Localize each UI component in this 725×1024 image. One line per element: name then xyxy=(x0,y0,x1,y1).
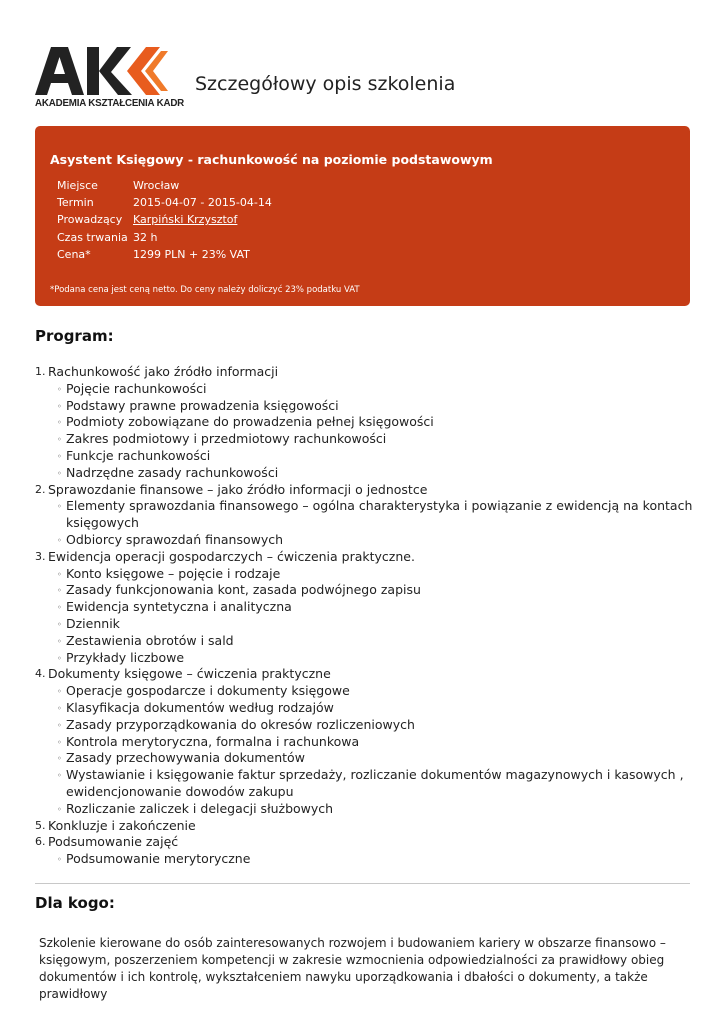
sub-item-text: Przykłady liczbowe xyxy=(66,649,185,665)
item-text: Dokumenty księgowe – ćwiczenia praktyczne xyxy=(48,666,331,682)
circle-bullet-icon: ◦ xyxy=(57,804,62,814)
sub-item xyxy=(57,498,695,532)
item-number: 4. xyxy=(35,667,46,681)
detail-value: Wrocław xyxy=(133,179,180,192)
sub-item-text: Zasady przyporządkowania do okresów rozliczeniowych xyxy=(66,716,415,732)
sub-item-text: Zestawienia obrotów i sald xyxy=(66,632,234,648)
circle-bullet-icon: ◦ xyxy=(57,619,62,629)
item-text: Podsumowanie zajęć xyxy=(48,834,179,850)
sub-item xyxy=(57,717,695,734)
sub-item xyxy=(57,448,695,465)
sub-item xyxy=(57,801,695,818)
sub-item-text: Nadrzędne zasady rachunkowości xyxy=(66,464,279,480)
detail-label: Prowadzący xyxy=(57,213,123,227)
sub-item-text: Klasyfikacja dokumentów według rodzajów xyxy=(66,699,334,715)
circle-bullet-icon: ◦ xyxy=(57,451,62,461)
circle-bullet-icon: ◦ xyxy=(57,401,62,411)
detail-label: Cena* xyxy=(57,247,91,261)
circle-bullet-icon: ◦ xyxy=(57,569,62,579)
circle-bullet-icon: ◦ xyxy=(57,855,62,865)
sub-item xyxy=(57,398,695,415)
sub-item xyxy=(57,414,695,431)
circle-bullet-icon: ◦ xyxy=(57,586,62,596)
sub-item-text: Rozliczanie zaliczek i delegacji służbowych xyxy=(66,800,334,816)
section-divider xyxy=(35,883,690,884)
akk-logo-mark xyxy=(35,45,175,97)
sub-list xyxy=(48,851,695,868)
item-number: 2. xyxy=(35,482,46,496)
sub-item xyxy=(57,431,695,448)
sub-item xyxy=(57,650,695,667)
program-list xyxy=(35,364,695,868)
program-item xyxy=(35,482,695,549)
sub-list xyxy=(48,566,695,667)
sub-item-text: Funkcje rachunkowości xyxy=(66,447,211,463)
sub-item-text: Pojęcie rachunkowości xyxy=(66,380,207,396)
sub-item-text: Dziennik xyxy=(66,615,120,631)
sub-item xyxy=(57,566,695,583)
sub-item xyxy=(57,633,695,650)
item-text: Rachunkowość jako źródło informacji xyxy=(48,364,279,379)
circle-bullet-icon: ◦ xyxy=(57,535,62,545)
logo-caption: AKADEMIA KSZTAŁCENIA KADR xyxy=(35,97,185,109)
sub-list xyxy=(48,381,695,482)
detail-row-date xyxy=(57,196,272,213)
circle-bullet-icon: ◦ xyxy=(57,771,62,781)
sub-item-text: Operacje gospodarcze i dokumenty księgowe xyxy=(66,683,350,699)
sub-item xyxy=(57,734,695,751)
sub-item-text: Podsumowanie merytoryczne xyxy=(66,851,251,867)
circle-bullet-icon: ◦ xyxy=(57,502,62,512)
sub-item xyxy=(57,465,695,482)
detail-label: Termin xyxy=(57,196,94,210)
sub-item xyxy=(57,616,695,633)
circle-bullet-icon: ◦ xyxy=(57,636,62,646)
detail-value: 32 h xyxy=(133,230,158,244)
sub-list xyxy=(48,683,695,817)
course-title: Asystent Księgowy - rachunkowość na poziomie podstawowym xyxy=(50,152,493,167)
program-item xyxy=(35,834,695,868)
circle-bullet-icon: ◦ xyxy=(57,653,62,663)
item-text: Sprawozdanie finansowe – jako źródło informacji o jednostce xyxy=(48,481,428,497)
item-number: 6. xyxy=(35,835,46,849)
detail-row-duration xyxy=(57,231,272,248)
circle-bullet-icon: ◦ xyxy=(57,468,62,478)
sub-item-text: Podstawy prawne prowadzenia księgowości xyxy=(66,397,339,413)
sub-item xyxy=(57,683,695,700)
item-number: 5. xyxy=(35,818,46,832)
sub-item-text: Elementy sprawozdania finansowego – ogólna charakterystyka i powiązanie z ewidencją na kontach księgowych xyxy=(66,498,693,531)
sub-item xyxy=(57,532,695,549)
sub-item-text: Podmioty zobowiązane do prowadzenia pełnej księgowości xyxy=(66,414,434,430)
sub-item xyxy=(57,767,695,801)
program-item xyxy=(35,818,695,835)
sub-list xyxy=(48,498,695,548)
circle-bullet-icon: ◦ xyxy=(57,720,62,730)
item-text: Ewidencja operacji gospodarczych – ćwiczenia praktyczne. xyxy=(48,548,415,564)
trainer-link[interactable]: Karpiński Krzysztof xyxy=(133,213,238,227)
circle-bullet-icon: ◦ xyxy=(57,418,62,428)
sub-item xyxy=(57,851,695,868)
sub-item xyxy=(57,700,695,717)
header xyxy=(35,45,695,115)
sub-item-text: Ewidencja syntetyczna i analityczna xyxy=(66,599,292,615)
sub-item-text: Wystawianie i księgowanie faktur sprzedaży, rozliczanie dokumentów magazynowych i kasowych , ewidencjonowanie dowodów zakupu xyxy=(66,767,684,799)
detail-value: 2015-04-07 - 2015-04-14 xyxy=(133,196,272,210)
sub-item-text: Odbiorcy sprawozdań finansowych xyxy=(66,531,284,547)
program-item xyxy=(35,364,695,482)
akk-logo xyxy=(35,45,185,113)
document-title: Szczegółowy opis szkolenia xyxy=(195,73,456,95)
sub-item-text: Konto księgowe – pojęcie i rodzaje xyxy=(66,565,281,581)
sub-item-text: Zasady przechowywania dokumentów xyxy=(66,750,305,766)
sub-item-text: Zasady funkcjonowania kont, zasada podwójnego zapisu xyxy=(66,582,421,598)
course-info-box xyxy=(35,126,690,306)
item-text: Konkluzje i zakończenie xyxy=(48,817,196,833)
item-number: 3. xyxy=(35,549,46,563)
detail-row-trainer xyxy=(57,213,272,230)
sub-item xyxy=(57,599,695,616)
circle-bullet-icon: ◦ xyxy=(57,687,62,697)
sub-item-text: Zakres podmiotowy i przedmiotowy rachunkowości xyxy=(66,431,387,447)
sub-item xyxy=(57,582,695,599)
course-details xyxy=(57,179,272,265)
circle-bullet-icon: ◦ xyxy=(57,384,62,394)
program-item xyxy=(35,549,695,667)
detail-label: Miejsce xyxy=(57,179,98,192)
detail-label: Czas trwania xyxy=(57,230,128,244)
for-whom-heading: Dla kogo: xyxy=(35,894,115,912)
detail-row-place xyxy=(57,179,272,196)
sub-item xyxy=(57,750,695,767)
circle-bullet-icon: ◦ xyxy=(57,754,62,764)
sub-item-text: Kontrola merytoryczna, formalna i rachunkowa xyxy=(66,733,360,749)
detail-value: 1299 PLN + 23% VAT xyxy=(133,247,250,261)
price-note: *Podana cena jest ceną netto. Do ceny należy doliczyć 23% podatku VAT xyxy=(50,285,360,295)
detail-row-price xyxy=(57,248,272,265)
for-whom-text: Szkolenie kierowane do osób zainteresowanych rozwojem i budowaniem kariery w obszarze finansowo – księgowym, poszerzeniem kompetencji w zakresie wzmocnienia odpowiedzialności za prawidłowy obieg dokumentów i ich kontrolę, wykształceniem nawyku uporządkowania i dbałości o dokumenty, a także prawidłowy xyxy=(39,936,666,1001)
circle-bullet-icon: ◦ xyxy=(57,737,62,747)
sub-item xyxy=(57,381,695,398)
program-item xyxy=(35,666,695,817)
circle-bullet-icon: ◦ xyxy=(57,703,62,713)
circle-bullet-icon: ◦ xyxy=(57,435,62,445)
program-heading: Program: xyxy=(35,327,114,345)
item-number: 1. xyxy=(35,365,46,378)
circle-bullet-icon: ◦ xyxy=(57,603,62,613)
